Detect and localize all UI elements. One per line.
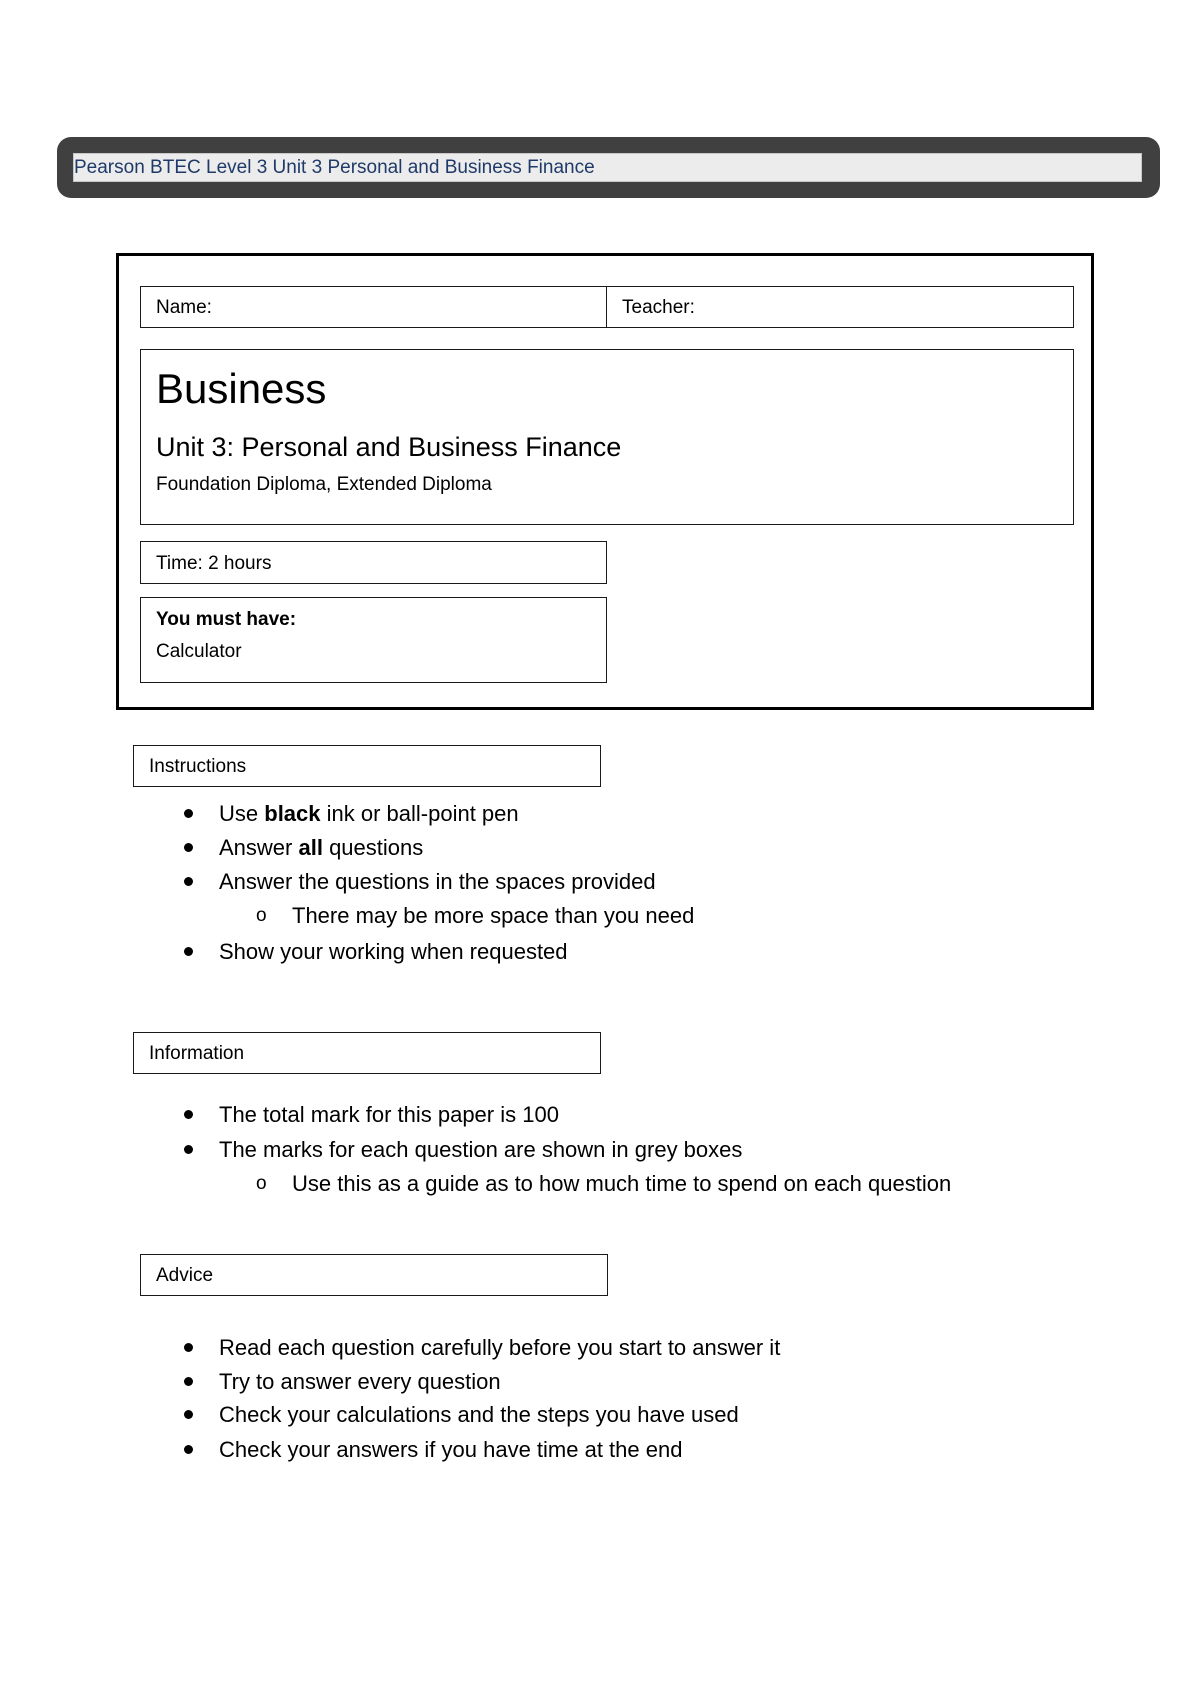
header-banner-text: Pearson BTEC Level 3 Unit 3 Personal and Business Finance (73, 153, 1142, 182)
list-item: Check your answers if you have time at the end (219, 1437, 683, 1462)
instructions-heading: Instructions (133, 745, 601, 787)
time-box (140, 541, 607, 584)
subject-title: Business (156, 365, 327, 412)
bullet-icon (184, 877, 193, 886)
name-label: Name: (156, 297, 212, 318)
bullet-icon (184, 1343, 193, 1352)
bullet-icon (184, 1145, 193, 1154)
bullet-icon (184, 809, 193, 818)
list-item: Answer the questions in the spaces provided (219, 869, 656, 894)
list-item: The total mark for this paper is 100 (219, 1102, 559, 1127)
bullet-icon (184, 947, 193, 956)
list-item: Check your calculations and the steps you have used (219, 1402, 739, 1427)
time-label: Time: 2 hours (156, 553, 272, 574)
advice-heading: Advice (140, 1254, 608, 1296)
bullet-icon (184, 1445, 193, 1454)
teacher-field[interactable] (606, 286, 1074, 328)
list-item: Read each question carefully before you start to answer it (219, 1335, 781, 1360)
must-have-box (140, 597, 607, 683)
bullet-icon (184, 1410, 193, 1419)
cover-panel (116, 253, 1094, 710)
teacher-label: Teacher: (622, 297, 695, 318)
header-banner (57, 137, 1160, 198)
list-item: There may be more space than you need (292, 903, 695, 928)
unit-title: Unit 3: Personal and Business Finance (156, 432, 622, 462)
bullet-icon (184, 843, 193, 852)
name-field[interactable] (140, 286, 607, 328)
information-heading: Information (133, 1032, 601, 1074)
bullet-icon (184, 1110, 193, 1119)
qualifications-text: Foundation Diploma, Extended Diploma (156, 474, 492, 495)
list-item: Answer all questions (219, 835, 424, 860)
bullet-icon (184, 1377, 193, 1386)
sub-bullet-icon: o (256, 905, 267, 926)
list-item: Use this as a guide as to how much time to spend on each question (292, 1171, 952, 1196)
list-item: Try to answer every question (219, 1369, 501, 1394)
must-have-item: Calculator (156, 641, 242, 662)
title-block (140, 349, 1074, 525)
list-item: The marks for each question are shown in grey boxes (219, 1137, 743, 1162)
sub-bullet-icon: o (256, 1173, 267, 1194)
must-have-title: You must have: (156, 609, 297, 630)
list-item: Use black ink or ball-point pen (219, 801, 519, 826)
list-item: Show your working when requested (219, 939, 568, 964)
